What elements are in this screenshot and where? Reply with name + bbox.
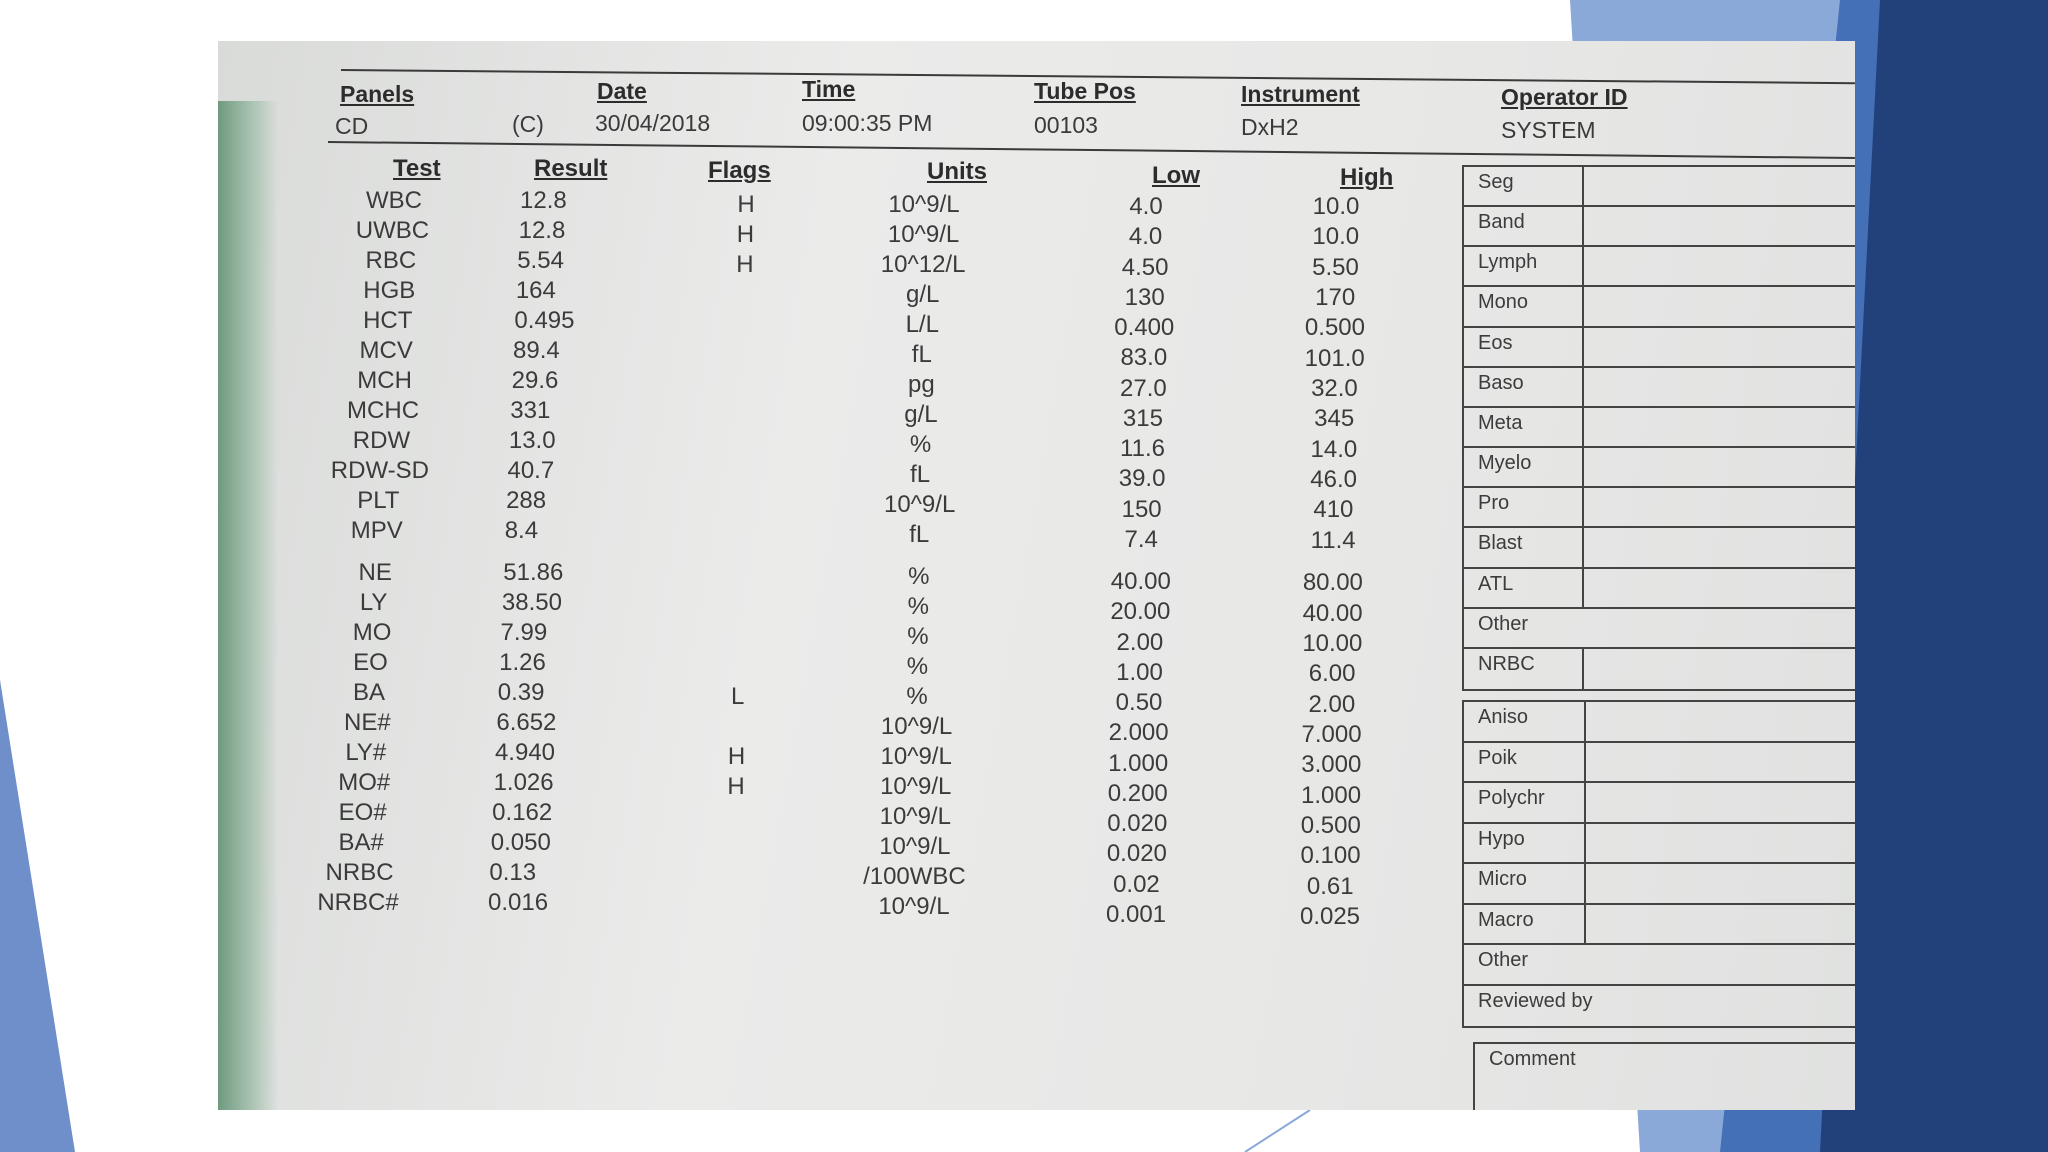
differential-divider <box>1582 167 1584 205</box>
morphology-label: Micro <box>1478 868 1527 890</box>
differential-divider <box>1582 448 1584 486</box>
row-mcv-units: fL <box>911 341 932 368</box>
row-hct-result: 0.495 <box>514 307 575 334</box>
row-nrbc-abs-test: NRBC# <box>317 889 399 916</box>
row-eo-abs-units: 10^9/L <box>879 803 951 830</box>
differential-row-myelo <box>1464 448 1855 488</box>
row-ne-abs-test: NE# <box>344 709 391 736</box>
row-wbc-units: 10^9/L <box>888 191 960 218</box>
row-ba-abs-test: BA# <box>338 829 384 856</box>
morphology-divider <box>1584 864 1586 903</box>
row-mo-abs-high: 1.000 <box>1301 781 1362 809</box>
morphology-row-poik <box>1464 743 1855 784</box>
row-wbc-result: 12.8 <box>520 187 567 214</box>
differential-label: Other <box>1478 612 1529 635</box>
header-label-tube-pos: Tube Pos <box>1034 78 1136 104</box>
header-label-panels: Panels <box>340 81 415 107</box>
column-header-high: High <box>1340 164 1394 191</box>
row-plt-result: 288 <box>506 487 547 514</box>
header-value-panels: CD <box>335 113 369 139</box>
row-ly-abs-test: LY# <box>345 739 387 766</box>
row-eo-units: % <box>906 653 929 680</box>
row-ne-units: % <box>908 563 930 590</box>
row-ne-abs-high: 7.000 <box>1301 720 1362 748</box>
row-ly-abs-result: 4.940 <box>494 739 556 766</box>
row-eo-result: 1.26 <box>499 649 546 676</box>
differential-divider <box>1582 207 1584 245</box>
row-rdw-result: 13.0 <box>508 427 556 454</box>
row-mcv-high: 101.0 <box>1304 344 1365 372</box>
row-nrbc-result: 0.13 <box>489 859 537 886</box>
morphology-label: Poik <box>1478 746 1517 769</box>
row-plt-units: 10^9/L <box>883 491 956 518</box>
slide-accent-line <box>1245 1110 1310 1152</box>
differential-label: Seg <box>1478 171 1514 193</box>
row-nrbc-abs-result: 0.016 <box>488 889 549 916</box>
row-mchc-result: 331 <box>510 397 551 424</box>
row-ne-abs-result: 6.652 <box>496 709 557 736</box>
row-mo-abs-low: 0.200 <box>1107 779 1168 807</box>
row-eo-low: 1.00 <box>1116 658 1163 686</box>
row-mpv-result: 8.4 <box>504 517 539 544</box>
morphology-divider <box>1584 783 1586 822</box>
differential-label: ATL <box>1478 572 1514 595</box>
row-mo-abs-units: 10^9/L <box>880 773 952 800</box>
header-value-date: 30/04/2018 <box>595 110 711 136</box>
differential-divider <box>1582 488 1584 526</box>
row-uwbc-result: 12.8 <box>518 217 566 244</box>
photo-shadow <box>218 101 278 1110</box>
row-ly-low: 20.00 <box>1110 598 1171 626</box>
row-uwbc-high: 10.0 <box>1312 223 1360 251</box>
row-ba-abs-units: 10^9/L <box>879 833 951 860</box>
differential-label: Band <box>1478 211 1525 234</box>
row-nrbc-low: 0.02 <box>1113 870 1160 898</box>
morphology-row-macro <box>1464 905 1855 946</box>
row-mo-abs-test: MO# <box>338 769 391 796</box>
differential-label: Mono <box>1478 291 1529 314</box>
row-ne-high: 80.00 <box>1302 569 1363 597</box>
row-mchc-units: g/L <box>904 401 938 428</box>
row-rdw-sd-low: 39.0 <box>1118 465 1166 493</box>
row-mchc-high: 345 <box>1314 405 1355 433</box>
row-ne-test: NE <box>358 559 392 586</box>
row-plt-high: 410 <box>1313 496 1354 524</box>
differential-row-band <box>1464 207 1855 247</box>
row-wbc-flag: H <box>737 191 755 218</box>
row-ne-abs-units: 10^9/L <box>880 713 953 740</box>
row-hgb-units: g/L <box>906 281 940 308</box>
row-wbc-low: 4.0 <box>1129 193 1163 220</box>
differential-row-nrbc <box>1464 649 1855 689</box>
row-mchc-low: 315 <box>1122 404 1163 432</box>
morphology-row-aniso <box>1464 702 1855 743</box>
row-nrbc-units: /100WBC <box>863 863 966 890</box>
row-ne-low: 40.00 <box>1110 568 1171 596</box>
header-label-date: Date <box>597 78 647 104</box>
column-header-low: Low <box>1152 162 1200 189</box>
row-mo-abs-result: 1.026 <box>493 769 554 796</box>
differential-label: Lymph <box>1478 251 1538 274</box>
differential-label: Meta <box>1478 411 1523 434</box>
differential-row-atl <box>1464 569 1855 609</box>
column-header-result: Result <box>534 155 608 182</box>
row-mpv-high: 11.4 <box>1310 526 1356 554</box>
row-mpv-units: fL <box>909 521 930 548</box>
morphology-divider <box>1584 743 1586 782</box>
comment-label: Comment <box>1489 1048 1576 1070</box>
row-ly-result: 38.50 <box>501 589 562 616</box>
header-value-operator-id: SYSTEM <box>1501 117 1596 143</box>
row-ly-units: % <box>907 593 930 620</box>
differential-row-lymph <box>1464 247 1855 287</box>
row-eo-abs-test: EO# <box>338 799 387 826</box>
differential-label: Baso <box>1478 371 1524 394</box>
differential-row-blast <box>1464 528 1855 568</box>
row-mch-high: 32.0 <box>1311 375 1358 403</box>
header-value-time: 09:00:35 PM <box>802 110 933 136</box>
morphology-row-micro <box>1464 864 1855 905</box>
row-mch-low: 27.0 <box>1120 374 1167 402</box>
row-mcv-low: 83.0 <box>1120 344 1168 372</box>
row-nrbc-abs-units: 10^9/L <box>878 893 950 920</box>
differential-divider <box>1582 368 1584 406</box>
row-rdw-units: % <box>909 431 932 458</box>
morphology-row-reviewed-by <box>1464 986 1855 1027</box>
morphology-divider <box>1584 702 1586 741</box>
row-mch-units: pg <box>908 371 935 398</box>
differential-box <box>1462 165 1855 691</box>
differential-row-eos <box>1464 328 1855 368</box>
comment-box <box>1473 1042 1855 1110</box>
row-ba-test: BA <box>352 679 385 706</box>
row-nrbc-abs-high: 0.025 <box>1299 903 1361 930</box>
row-ba-result: 0.39 <box>497 679 545 706</box>
morphology-label: Hypo <box>1478 827 1525 850</box>
differential-label: Pro <box>1478 492 1510 515</box>
morphology-row-other <box>1464 945 1855 986</box>
differential-label: Eos <box>1478 331 1513 354</box>
row-mpv-low: 7.4 <box>1124 525 1158 553</box>
row-nrbc-test: NRBC <box>325 859 394 886</box>
differential-divider <box>1582 287 1584 325</box>
morphology-label: Reviewed by <box>1478 989 1593 1012</box>
row-mcv-test: MCV <box>359 337 413 364</box>
row-eo-abs-low: 0.020 <box>1107 810 1168 838</box>
row-eo-abs-high: 0.500 <box>1300 811 1361 839</box>
row-rdw-high: 14.0 <box>1310 435 1358 463</box>
morphology-label: Other <box>1478 949 1529 971</box>
header-label-operator-id: Operator ID <box>1501 84 1628 110</box>
row-ba-units: % <box>906 683 928 710</box>
row-hgb-high: 170 <box>1315 284 1356 312</box>
morphology-divider <box>1584 824 1586 863</box>
differential-divider <box>1582 328 1584 366</box>
column-header-units: Units <box>927 158 987 185</box>
row-mchc-test: MCHC <box>347 397 420 424</box>
column-header-flags: Flags <box>708 157 771 184</box>
header-value-panels-code: (C) <box>512 111 544 137</box>
row-uwbc-low: 4.0 <box>1128 223 1163 251</box>
header-label-instrument: Instrument <box>1241 81 1360 107</box>
row-plt-test: PLT <box>357 487 400 514</box>
row-hct-test: HCT <box>363 307 413 334</box>
column-header-test: Test <box>393 155 441 182</box>
differential-row-seg <box>1464 167 1855 207</box>
row-rbc-high: 5.50 <box>1312 253 1359 281</box>
morphology-box <box>1462 700 1855 1028</box>
differential-divider <box>1582 649 1584 689</box>
row-ne-abs-low: 2.000 <box>1108 719 1169 747</box>
row-rdw-low: 11.6 <box>1120 435 1165 463</box>
row-plt-low: 150 <box>1121 495 1162 523</box>
row-mch-result: 29.6 <box>511 367 559 394</box>
row-ba-abs-low: 0.020 <box>1106 840 1167 868</box>
row-mo-result: 7.99 <box>500 619 548 646</box>
row-ly-abs-high: 3.000 <box>1301 751 1362 779</box>
row-ly-test: LY <box>359 589 388 616</box>
row-ba-high: 2.00 <box>1308 690 1356 718</box>
row-nrbc-abs-low: 0.001 <box>1105 901 1167 928</box>
differential-row-meta <box>1464 408 1855 448</box>
row-rdw-sd-result: 40.7 <box>507 457 555 484</box>
row-hct-low: 0.400 <box>1114 314 1175 342</box>
row-mo-high: 10.00 <box>1302 629 1363 657</box>
row-ba-abs-high: 0.100 <box>1300 842 1361 870</box>
row-rbc-result: 5.54 <box>517 247 564 274</box>
row-eo-high: 6.00 <box>1308 660 1356 688</box>
row-hct-high: 0.500 <box>1304 314 1365 342</box>
row-ne-result: 51.86 <box>503 559 564 586</box>
differential-row-baso <box>1464 368 1855 408</box>
row-mo-units: % <box>907 623 929 650</box>
row-rbc-units: 10^12/L <box>880 251 966 278</box>
row-wbc-high: 10.0 <box>1312 193 1360 220</box>
row-ly-abs-flag: H <box>727 743 746 770</box>
row-mo-low: 2.00 <box>1116 628 1164 656</box>
differential-row-pro <box>1464 488 1855 528</box>
row-ly-abs-units: 10^9/L <box>880 743 952 770</box>
row-ba-flag: L <box>730 683 745 710</box>
row-rdw-sd-units: fL <box>910 461 931 488</box>
row-rbc-test: RBC <box>365 247 417 274</box>
differential-label: NRBC <box>1478 652 1535 675</box>
row-rdw-sd-high: 46.0 <box>1310 466 1357 494</box>
row-hgb-low: 130 <box>1124 283 1165 311</box>
lab-report-photo <box>218 41 1855 1110</box>
row-rbc-flag: H <box>736 251 754 278</box>
row-ly-abs-low: 1.000 <box>1108 749 1169 777</box>
differential-divider <box>1582 247 1584 285</box>
header-label-time: Time <box>802 76 856 102</box>
row-mo-test: MO <box>352 619 392 646</box>
row-uwbc-units: 10^9/L <box>887 221 960 248</box>
row-mcv-result: 89.4 <box>513 337 560 364</box>
differential-label: Blast <box>1478 532 1523 555</box>
slide-accent-left <box>0 680 75 1152</box>
row-eo-abs-result: 0.162 <box>492 799 553 826</box>
differential-label: Myelo <box>1478 452 1532 475</box>
row-mch-test: MCH <box>357 367 412 394</box>
row-rdw-sd-test: RDW-SD <box>330 457 430 484</box>
row-eo-test: EO <box>353 649 388 676</box>
morphology-divider <box>1584 905 1586 944</box>
row-ba-low: 0.50 <box>1115 689 1163 717</box>
header-value-instrument: DxH2 <box>1241 114 1299 140</box>
row-mo-abs-flag: H <box>727 773 745 800</box>
row-uwbc-test: UWBC <box>355 217 430 244</box>
morphology-row-hypo <box>1464 824 1855 865</box>
row-hgb-test: HGB <box>363 277 416 304</box>
morphology-label: Polychr <box>1478 787 1545 809</box>
differential-row-other <box>1464 609 1855 649</box>
row-hct-units: L/L <box>905 311 939 338</box>
morphology-label: Aniso <box>1478 706 1529 728</box>
row-mpv-test: MPV <box>350 517 403 544</box>
differential-divider <box>1582 528 1584 566</box>
header-value-tube-pos: 00103 <box>1034 112 1098 138</box>
row-rdw-test: RDW <box>352 427 411 454</box>
differential-row-mono <box>1464 287 1855 327</box>
row-ba-abs-result: 0.050 <box>490 829 551 856</box>
row-nrbc-high: 0.61 <box>1306 872 1354 900</box>
differential-divider <box>1582 408 1584 446</box>
row-rbc-low: 4.50 <box>1121 253 1169 281</box>
morphology-row-polychr <box>1464 783 1855 824</box>
differential-divider <box>1582 569 1584 607</box>
row-hgb-result: 164 <box>515 277 556 304</box>
row-uwbc-flag: H <box>736 221 755 248</box>
morphology-label: Macro <box>1478 908 1534 931</box>
row-wbc-test: WBC <box>366 187 422 214</box>
row-ly-high: 40.00 <box>1302 599 1363 627</box>
